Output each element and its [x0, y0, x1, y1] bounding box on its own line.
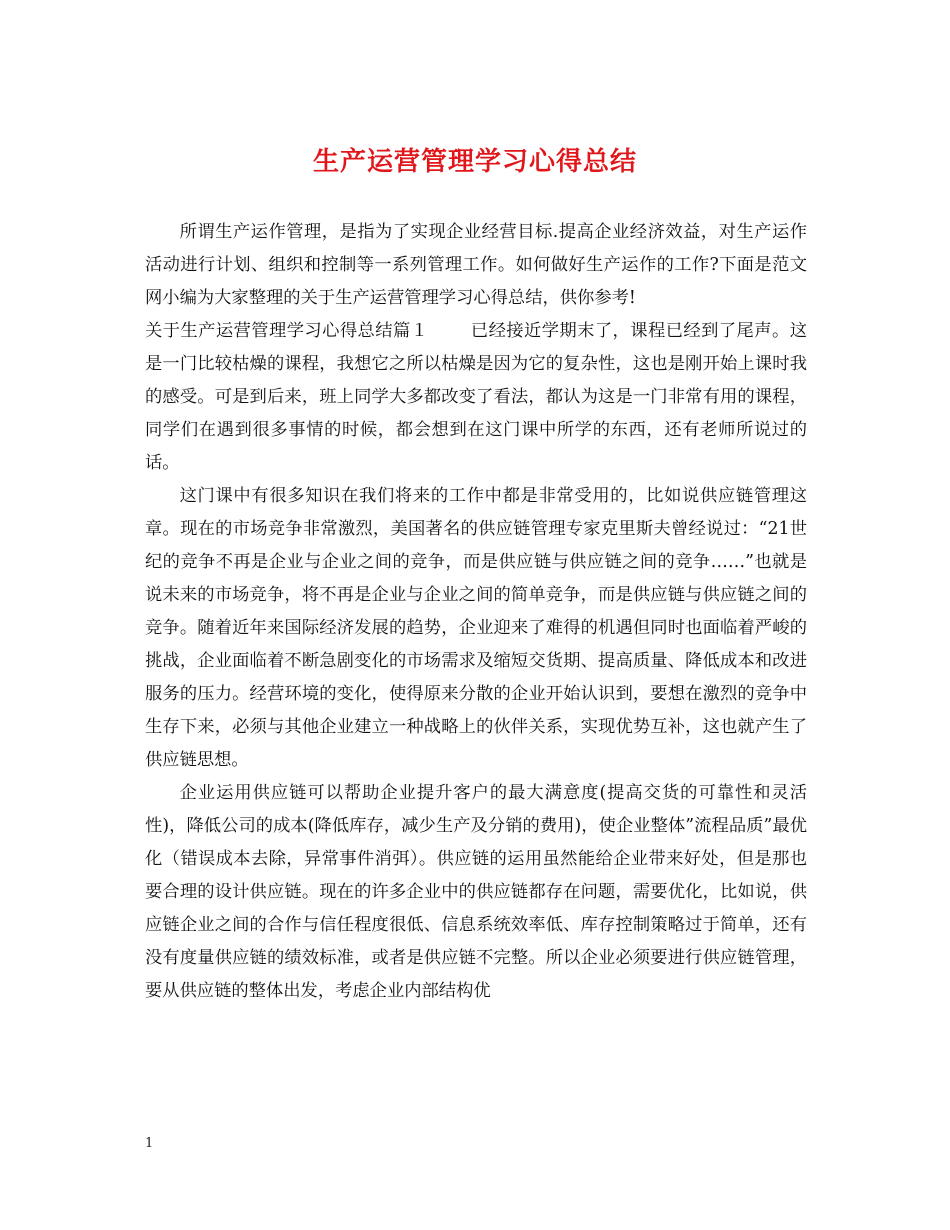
document-title: 生产运营管理学习心得总结 — [312, 147, 637, 177]
section-first-text: 已经接近学期末了，课程已经到了尾声。这是一门比较枯燥的课程，我想它之所以枯燥是因为它的复杂性，这也是刚开始上课时我的感受。可是到后来，班上同学大多都改变了看法，都认为这是一门非常有用的课程，同学们在遇到很多事情的时候，都会想到在这门课中所学的东西，还有老师所说过的话。 — [145, 321, 807, 473]
paragraph-supply-chain: 这门课中有很多知识在我们将来的工作中都是非常受用的，比如说供应链管理这章。现在的市场竞争非常激烈，美国著名的供应链管理专家克里斯夫曾经说过：“21世纪的竞争不再是企业与企业之间的竞争，而是供应链与供应链之间的竞争……”也就是说未来的市场竞争，将不再是企业与企业之间的简单竞争，而是供应链与供应链之间的竞争。随着近年来国际经济发展的趋势，企业迎来了难得的机遇但同时也面临着严峻的挑战，企业面临着不断急剧变化的市场需求及缩短交货期、提高质量、降低成本和改进服务的压力。经营环境的变化，使得原来分散的企业开始认识到，要想在激烈的竞争中生存下来，必须与其他企业建立一种战略上的伙伴关系，实现优势互补，这也就产生了供应链思想。 — [145, 486, 807, 770]
paragraph-supply-chain-benefits: 企业运用供应链可以帮助企业提升客户的最大满意度(提高交货的可靠性和灵活性)，降低公司的成本(降低库存，减少生产及分销的费用)，使企业整体”流程品质”最优化（错误成本去除，异常事件消弭）。供应链的运用虽然能给企业带来好处，但是那也要合理的设计供应链。现在的许多企业中的供应链都存在问题，需要优化，比如说，供应链企业之间的合作与信任程度很低、信息系统效率低、库存控制策略过于简单，还有没有度量供应链的绩效标准，或者是供应链不完整。所以企业必须要进行供应链管理，要从供应链的整体出发，考虑企业内部结构优 — [145, 783, 807, 1001]
section-heading: 关于生产运营管理学习心得总结篇１ — [145, 321, 429, 341]
section-paragraph — [145, 315, 807, 480]
document-body — [145, 216, 807, 1008]
intro-paragraph: 所谓生产运作管理，是指为了实现企业经营目标.提高企业经济效益，对生产运作活动进行计划、组织和控制等一系列管理工作。如何做好生产运作的工作?下面是范文网小编为大家整理的关于生产运营管理学习心得总结，供你参考! — [145, 222, 807, 308]
page-number: 1 — [145, 1136, 154, 1151]
